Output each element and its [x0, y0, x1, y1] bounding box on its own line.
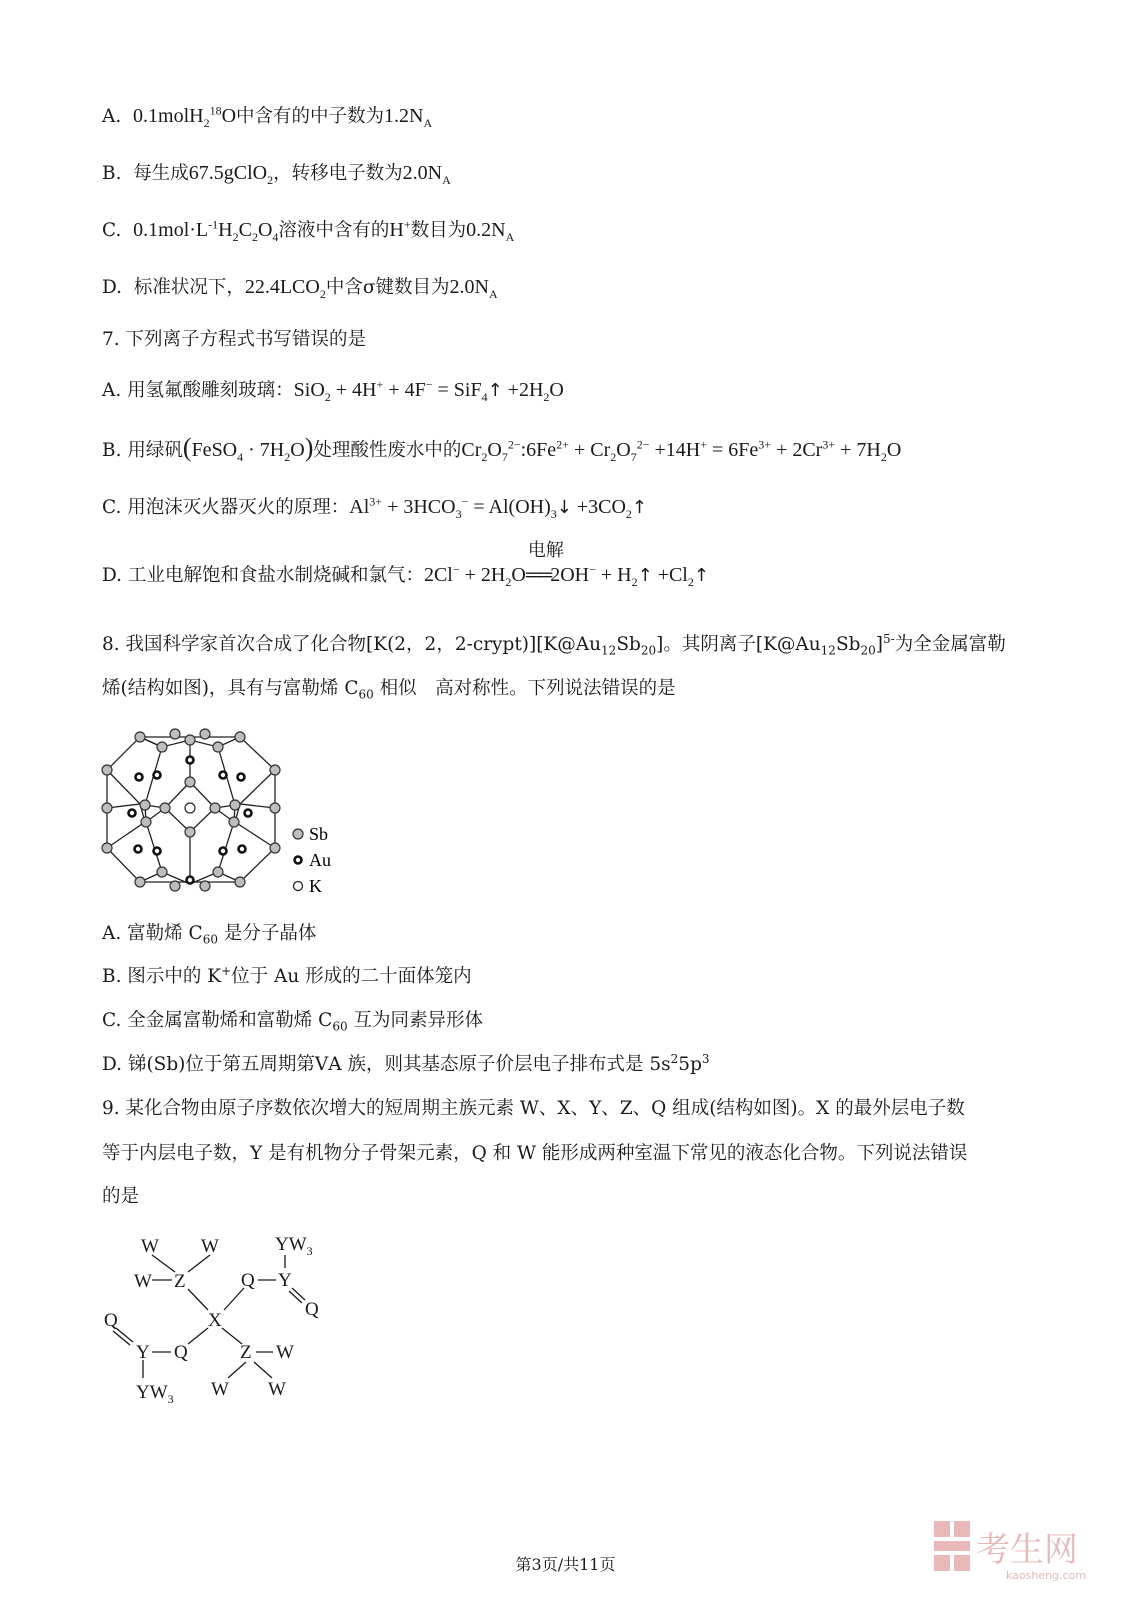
option-8c: C. 全金属富勒烯和富勒烯 $C_{60}$ 互为同素异形体	[102, 1010, 483, 1034]
fullerene-structure-diagram	[100, 723, 350, 901]
watermark-logo	[930, 1515, 1125, 1595]
legend-au: Au	[309, 850, 331, 870]
question-9-line1: 9. 某化合物由原子序数依次增大的短周期主族元素 W、X、Y、Z、Q 组成(结构如图)。X 的最外层电子数	[102, 1098, 965, 1119]
option-7d: D. 工业电解饱和食盐水制烧碱和氯气：$2Cl^- + 2H_2O$ 电解 ══2OH− + $H_2↑$ $+Cl_2↑$	[102, 540, 709, 589]
svg-text:X: X	[208, 1310, 222, 1331]
svg-text:kaosheng.com: kaosheng.com	[1006, 1569, 1087, 1582]
option-8d: D. 锑(Sb)位于第五周期第ⅤA 族，则其基态原子价层电子排布式是 $5s^25p^3$	[102, 1051, 710, 1075]
k-legend-icon	[294, 882, 303, 891]
svg-text:W: W	[268, 1379, 286, 1400]
svg-text:Q: Q	[174, 1342, 188, 1363]
electrolysis-condition: 电解 ══	[525, 540, 564, 586]
kaosheng-logo-icon	[930, 1515, 1125, 1595]
option-6d: D. 标准状况下，$22.4LCO_2$中含σ键数目为$2.0N_A$	[102, 276, 498, 301]
option-6c: C. $0.1mol\cdot L^{-1}H_2C_2O_4$溶液中含有的H+数目为$0.2N_A$	[102, 217, 515, 244]
svg-text:Q: Q	[305, 1299, 319, 1320]
svg-text:W: W	[211, 1379, 229, 1400]
option-8a: A. 富勒烯 $C_{60}$ 是分子晶体	[102, 923, 317, 947]
legend-sb: Sb	[309, 824, 329, 844]
sb-legend-icon	[293, 829, 303, 839]
svg-text:W: W	[134, 1271, 152, 1292]
legend-k: K	[309, 876, 322, 896]
option-7c: C. 用泡沫灭火器灭火的原理：$Al^{3+} + 3HCO_3^-$ = $Al(OH)_3↓$ $+3CO_2↑$	[102, 494, 648, 521]
option-7b: B. 用绿矾(FeSO$_4$ · $7H_2O$)处理酸性废水中的$Cr_2O_7^{2-}:6Fe^{2+} + Cr_2O_7^{2-} +14H^+ = 6Fe^{3+} + 2Cr^{3+} + 7H_2O$	[102, 433, 902, 464]
svg-text:YW3: $YW_3$	[136, 1382, 174, 1406]
svg-text:Z: Z	[174, 1271, 186, 1292]
svg-text:考生网: 考生网	[976, 1530, 1078, 1570]
question-9-line3: 的是	[102, 1186, 140, 1207]
option-8b: B. 图示中的 K+位于 Au 形成的二十面体笼内	[102, 963, 472, 987]
svg-text:Z: Z	[240, 1342, 252, 1363]
question-9-line2: 等于内层电子数，Y 是有机物分子骨架元素，Q 和 W 能形成两种室温下常见的液态化合物。下列说法错误	[102, 1143, 968, 1164]
question-8-line1: 8. 我国科学家首次合成了化合物[K(2，2，$2-crypt)][K@Au_{12}Sb_{20}]$。其阴离子$[K@Au_{12}Sb_{20}]^{5-}$为全金属富勒	[102, 631, 1006, 658]
option-6b: B. 每生成67.5gClO$_2$，转移电子数为$2.0N_A$	[102, 162, 451, 187]
option-7a: A. 用氢氟酸雕刻玻璃：SiO$_2$ + 4H+ + 4F− = SiF$_4$↑ $+2H_2O$	[102, 377, 564, 404]
svg-text:W: W	[276, 1342, 294, 1363]
svg-text:YW3: $YW_3$	[275, 1234, 313, 1258]
page-number: 第3页/共11页	[515, 1555, 616, 1574]
svg-text:Q: Q	[104, 1310, 118, 1331]
svg-text:Q: Q	[241, 1270, 255, 1291]
svg-text:W: W	[141, 1236, 159, 1257]
formula: 0.1molH$_2^{18}$O	[133, 103, 237, 130]
au-legend-icon	[295, 857, 302, 864]
question-8-line2: 烯(结构如图)，具有与富勒烯 $C_{60}$ 相似 高对称性。下列说法错误的是	[102, 678, 676, 702]
svg-text:Y: Y	[136, 1342, 150, 1363]
question-7-stem: 7. 下列离子方程式书写错误的是	[102, 329, 367, 350]
compound-structure-diagram	[100, 1225, 340, 1410]
option-6a: A. 0.1molH$_2^{18}$O中含有的中子数为$1.2N_A$	[102, 103, 433, 130]
svg-text:Y: Y	[278, 1270, 292, 1291]
svg-text:W: W	[201, 1236, 219, 1257]
